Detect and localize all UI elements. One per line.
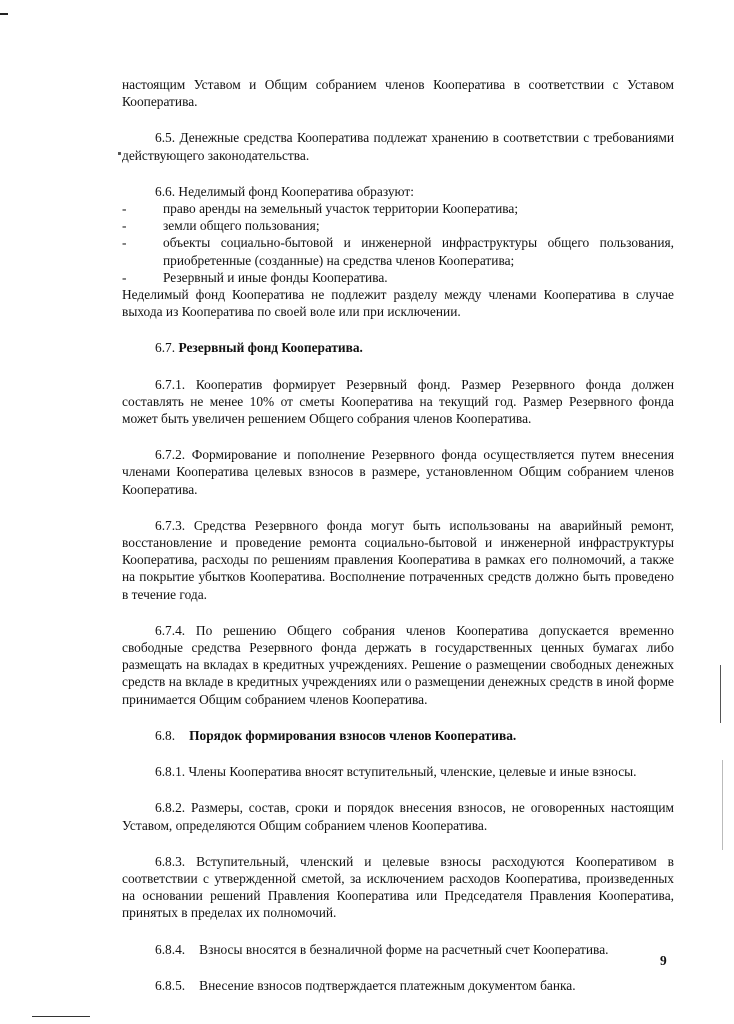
paragraph-6-5: 6.5. Денежные средства Кооператива подлежат хранению в соответствии с требованиями действующего законодательства. — [122, 130, 674, 163]
list-item — [122, 269, 674, 286]
paragraph-6-7-4: 6.7.4. По решению Общего собрания членов Кооператива допускается временно свободные средства Резервного фонда держать в государственных ценных бумагах либо размещать на вкладах в кредитных учреждениях. Решение о размещении свободных денежных средств на вкладе в кредитных учреждениях или о размещении денежных средств в иной форме принимается Общим собранием членов Кооператива. — [122, 622, 674, 707]
paragraph-text: Внесение взносов подтверждается платежным документом банка. — [199, 977, 576, 993]
heading-number: 6.8. — [155, 727, 176, 743]
heading-title: Резервный фонд Кооператива. — [178, 340, 363, 356]
list-item-text: Резервный и иные фонды Кооператива. — [163, 269, 388, 285]
paragraph-text: Взносы вносятся в безналичной форме на расчетный счет Кооператива. — [199, 941, 609, 957]
list-item-text: право аренды на земельный участок территории Кооператива; — [163, 201, 519, 217]
list-dash: - — [122, 235, 127, 251]
list-item — [122, 200, 674, 217]
paragraph-6-7-3: 6.7.3. Средства Резервного фонда могут быть использованы на аварийный ремонт, восстановление и проведение ремонта социально-бытовой и инженерной инфраструктуры Кооператива, расходы по решениям правления Кооператива в рамках его полномочий, а также на покрытие убытков Кооператива. Восполнение потраченных средств должно быть проведено в течение года. — [122, 517, 674, 602]
paragraph-6-8-2: 6.8.2. Размеры, состав, сроки и порядок внесения взносов, не оговоренных настоящим Уставом, определяются Общим собранием членов Кооператива. — [122, 800, 674, 833]
list-dash: - — [122, 201, 127, 217]
list-item — [122, 234, 674, 268]
indivisible-fund-list — [122, 200, 674, 286]
paragraph-6-8-5 — [122, 977, 674, 994]
scan-artifact-edge-line-faint — [722, 760, 723, 850]
scan-artifact-bottom — [32, 1016, 90, 1017]
document-body — [122, 76, 674, 994]
paragraph-6-6-intro: 6.6. Неделимый фонд Кооператива образуют: — [155, 183, 414, 199]
list-dash: - — [122, 218, 127, 234]
scan-artifact-edge-line — [720, 665, 721, 723]
scan-artifact-dot — [118, 152, 121, 155]
paragraph-6-7-2: 6.7.2. Формирование и пополнение Резервного фонда осуществляется путем внесения членами Кооператива целевых взносов в размере, установленном Общим собранием членов Кооператива. — [122, 447, 674, 497]
heading-title: Порядок формирования взносов членов Кооператива. — [189, 727, 517, 743]
scan-artifact-top — [0, 13, 8, 15]
list-item-text: земли общего пользования; — [163, 218, 320, 234]
paragraph-6-6-note: Неделимый фонд Кооператива не подлежит разделу между членами Кооператива в случае выхода из Кооператива по своей воле или при исключении. — [122, 287, 674, 320]
heading-6-8 — [122, 727, 674, 744]
list-dash: - — [122, 269, 127, 285]
paragraph-number: 6.8.5. — [155, 977, 186, 993]
paragraph-6-7-1: 6.7.1. Кооператив формирует Резервный фонд. Размер Резервного фонда должен составлять не менее 10% от сметы Кооператива на текущий год. Размер Резервного фонда может быть увеличен решением Общего собрания членов Кооператива. — [122, 376, 674, 427]
paragraph-6-8-4 — [122, 941, 674, 958]
page-number: 9 — [660, 953, 667, 968]
paragraph-6-8-1: 6.8.1. Члены Кооператива вносят вступительный, членские, целевые и иные взносы. — [155, 764, 637, 780]
paragraph-continuation: настоящим Уставом и Общим собранием членов Кооператива в соответствии с Уставом Кооператива. — [122, 77, 674, 110]
list-item — [122, 217, 674, 234]
paragraph-number: 6.8.4. — [155, 941, 186, 957]
heading-number: 6.7. — [155, 340, 176, 356]
heading-6-7 — [122, 339, 674, 356]
paragraph-6-8-3: 6.8.3. Вступительный, членский и целевые взносы расходуются Кооперативом в соответствии с утвержденной сметой, за исключением расходов Кооператива, произведенных на основании решений Правления Кооператива или Председателя Правления Кооператива, принятых в пределах их полномочий. — [122, 853, 674, 921]
list-item-text: объекты социально-бытовой и инженерной инфраструктуры общего пользования, приобретенные (созданные) на средства членов Кооператива; — [163, 235, 674, 268]
